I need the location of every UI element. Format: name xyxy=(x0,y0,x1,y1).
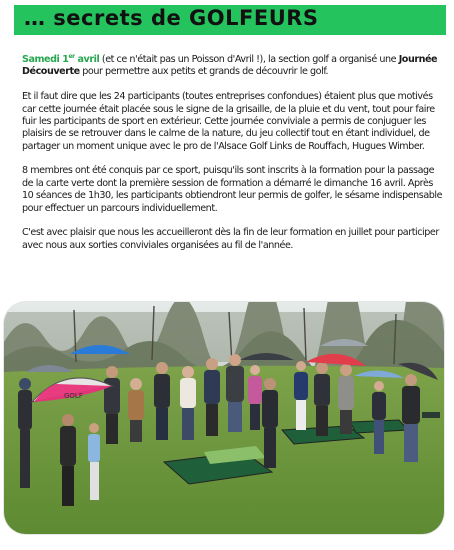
umbrella-text: GOLF xyxy=(64,392,83,400)
event-date: Samedi 1er avril xyxy=(22,52,100,65)
article-body xyxy=(22,54,446,264)
paragraph-participants: Et il faut dire que les 24 participants (toutes entreprises confondues) étaient plus que motivés car cette journée était placée sous le signe de la grisaille, de la pluie et du vent, tout pour faire fuir les participants de sport en extérieur. Cette journée conviviale a permis de conjuguer les plaisirs de se retrouver dans le calme de la nature, du jeu collectif tout en étant individuel, de partager un moment unique avec le pro de l'Alsace Golf Links de Rouffach, Hugues Wimber. xyxy=(22,91,435,152)
paragraph-conclusion: C'est avec plaisir que nous les accueilleront dès la fin de leur formation en juillet pour participer avec nous aux sorties conviviales organisées au fil de l'année. xyxy=(22,227,439,251)
photo-illustration xyxy=(4,302,444,534)
paragraph-training: 8 membres ont été conquis par ce sport, puisqu'ils sont inscrits à la formation pour la passage de la carte verte dont la première session de formation a démarré le dimanche 16 avril. Après 10 séances de 1h30, les participants obtiendront leur permis de golfer, le sésame indispensable pour effectuer un parcours individuellement. xyxy=(22,165,443,214)
page-title: … secrets de GOLFEURS xyxy=(24,6,319,30)
group-photo xyxy=(4,302,444,534)
paragraph-intro: Samedi 1er avril (et ce n'était pas un Poisson d'Avril !), la section golf a organisé une Journée Découverte pour permettre aux petits et grands de découvrir le golf. xyxy=(22,52,438,78)
event-name: Journée Découverte xyxy=(22,54,438,78)
header-banner xyxy=(14,5,446,35)
